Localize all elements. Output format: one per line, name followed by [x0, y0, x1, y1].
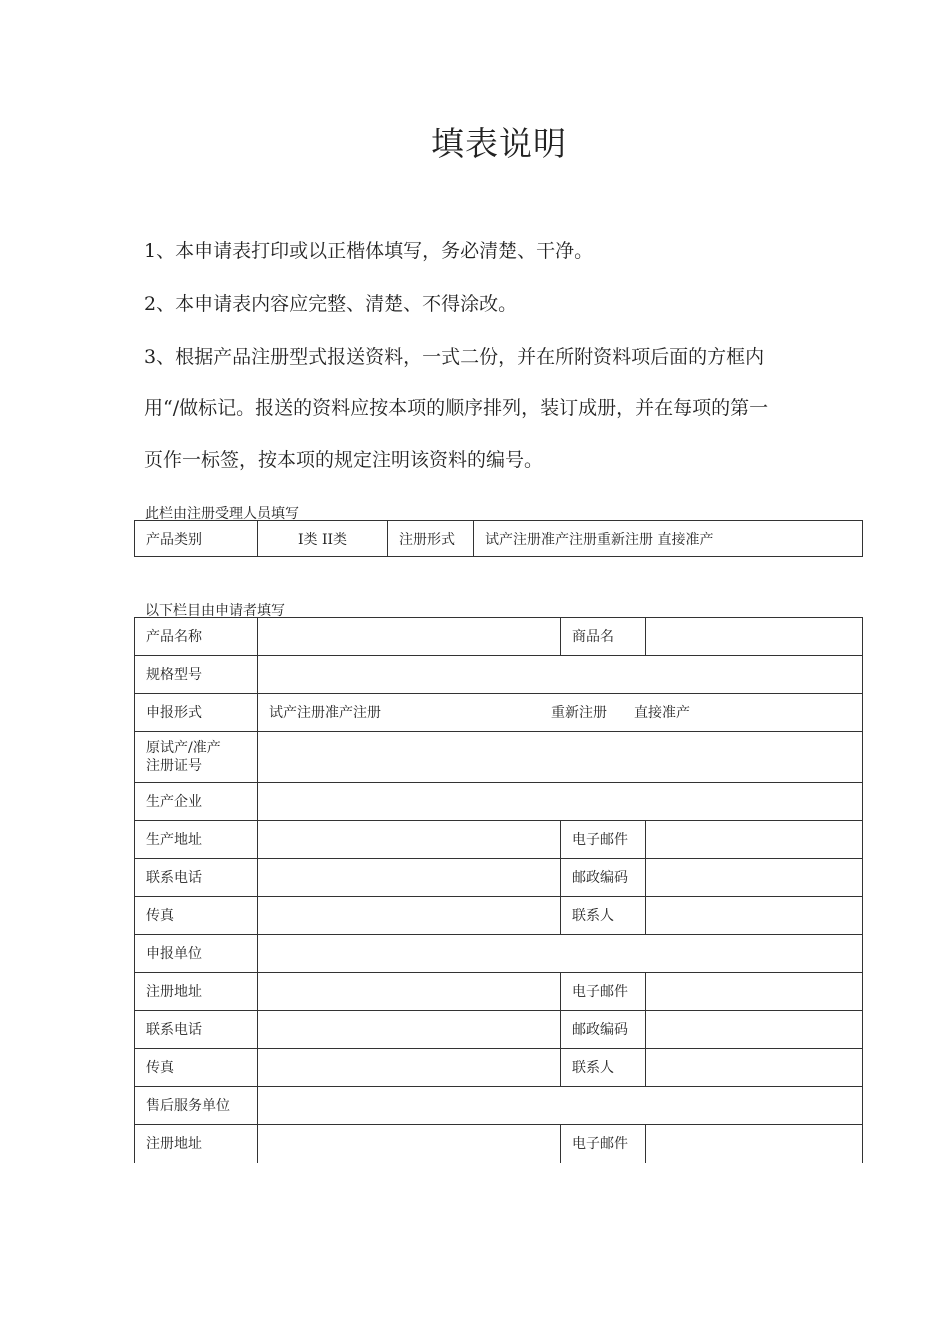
- postcode-field[interactable]: [646, 859, 863, 897]
- staff-section-caption: 此栏由注册受理人员填写: [145, 506, 299, 522]
- fax-label: 传真: [135, 1049, 258, 1087]
- brand-name-field[interactable]: [646, 618, 863, 656]
- fax-label: 传真: [135, 897, 258, 935]
- phone-label: 联系电话: [135, 859, 258, 897]
- instruction-3-line-1: 3、根据产品注册型式报送资料，一式二份，并在所附资料项后面的方框内: [144, 346, 765, 368]
- declare-form-opt-trial-approved[interactable]: 试产注册准产注册: [269, 704, 381, 721]
- phone-label: 联系电话: [135, 1011, 258, 1049]
- declare-form-opt-direct[interactable]: 直接准产: [634, 704, 690, 721]
- email-field[interactable]: [646, 1125, 863, 1163]
- declaring-unit-field[interactable]: [258, 935, 863, 973]
- reg-address-label: 注册地址: [135, 1125, 258, 1163]
- postcode-label: 邮政编码: [561, 1011, 646, 1049]
- contact-field[interactable]: [646, 1049, 863, 1087]
- email-label: 电子邮件: [561, 973, 646, 1011]
- brand-name-label: 商品名: [561, 618, 646, 656]
- applicant-section-caption: 以下栏目由申请者填写: [145, 603, 285, 619]
- instruction-2: 2、本申请表内容应完整、清楚、不得涂改。: [144, 293, 518, 315]
- email-label: 电子邮件: [561, 1125, 646, 1163]
- production-address-label: 生产地址: [135, 821, 258, 859]
- postcode-label: 邮政编码: [561, 859, 646, 897]
- after-sales-field[interactable]: [258, 1087, 863, 1125]
- email-field[interactable]: [646, 821, 863, 859]
- registration-form-label: 注册形式: [388, 521, 474, 557]
- original-cert-field[interactable]: [258, 732, 863, 783]
- fax-field[interactable]: [258, 897, 561, 935]
- registration-form-value[interactable]: 试产注册准产注册重新注册 直接准产: [474, 521, 863, 557]
- original-cert-label-line-1: 原试产/准产: [146, 740, 221, 756]
- spec-model-label: 规格型号: [135, 656, 258, 694]
- product-category-value[interactable]: I类 II类: [258, 521, 388, 557]
- phone-field[interactable]: [258, 1011, 561, 1049]
- instruction-3-line-3: 页作一标签，按本项的规定注明该资料的编号。: [144, 449, 544, 471]
- fax-field[interactable]: [258, 1049, 561, 1087]
- reg-address-label: 注册地址: [135, 973, 258, 1011]
- production-address-field[interactable]: [258, 821, 561, 859]
- email-field[interactable]: [646, 973, 863, 1011]
- product-name-field[interactable]: [258, 618, 561, 656]
- reg-address-field[interactable]: [258, 1125, 561, 1163]
- contact-label: 联系人: [561, 897, 646, 935]
- declare-form-options[interactable]: [258, 694, 863, 732]
- email-label: 电子邮件: [561, 821, 646, 859]
- applicant-table: [134, 617, 863, 1163]
- declaring-unit-label: 申报单位: [135, 935, 258, 973]
- instruction-1: 1、本申请表打印或以正楷体填写，务必清楚、干净。: [144, 240, 594, 262]
- manufacturer-label: 生产企业: [135, 783, 258, 821]
- phone-field[interactable]: [258, 859, 561, 897]
- postcode-field[interactable]: [646, 1011, 863, 1049]
- declare-form-label: 申报形式: [135, 694, 258, 732]
- page-title: 填表说明: [431, 124, 567, 163]
- instruction-3-line-2: 用“/做标记。报送的资料应按本项的顺序排列，装订成册，并在每项的第一: [144, 397, 769, 419]
- declare-form-opt-reregister[interactable]: 重新注册: [551, 704, 607, 721]
- staff-table: [134, 520, 863, 557]
- manufacturer-field[interactable]: [258, 783, 863, 821]
- original-cert-label-line-2: 注册证号: [146, 758, 202, 774]
- contact-field[interactable]: [646, 897, 863, 935]
- after-sales-label: 售后服务单位: [135, 1087, 258, 1125]
- product-name-label: 产品名称: [135, 618, 258, 656]
- reg-address-field[interactable]: [258, 973, 561, 1011]
- spec-model-field[interactable]: [258, 656, 863, 694]
- contact-label: 联系人: [561, 1049, 646, 1087]
- product-category-label: 产品类别: [135, 521, 258, 557]
- original-cert-label: [135, 732, 258, 783]
